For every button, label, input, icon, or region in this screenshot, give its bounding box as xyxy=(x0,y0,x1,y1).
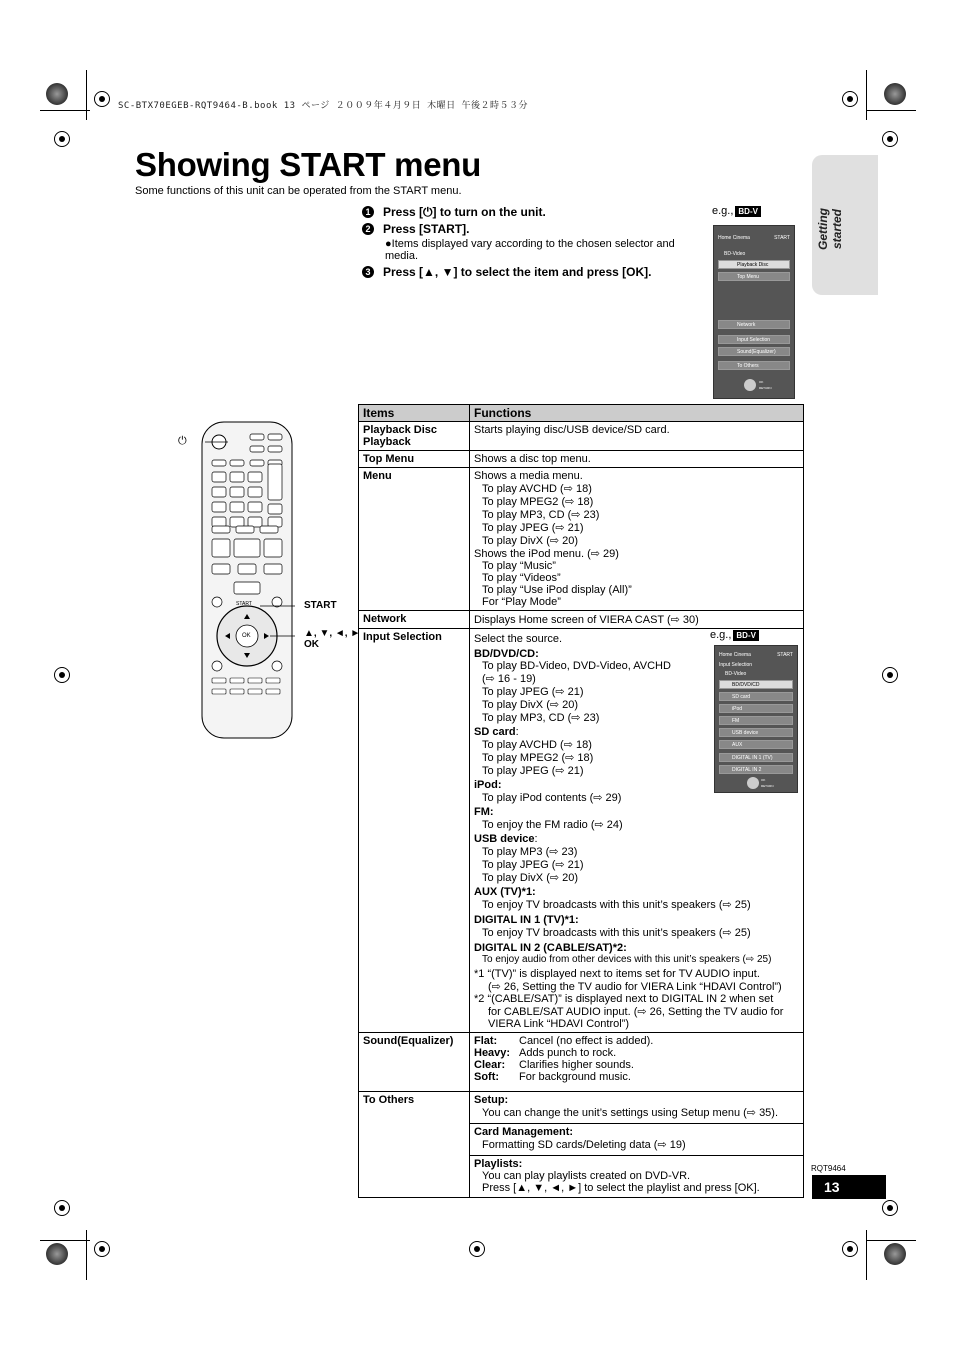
screen-sub: BD-Video xyxy=(724,251,746,257)
bd-v-badge: BD-V xyxy=(735,206,761,217)
row-item: Menu xyxy=(359,468,470,611)
step-2 xyxy=(362,222,707,236)
table-row xyxy=(359,451,804,468)
fn-line: Shows the iPod menu. (⇨ 29) xyxy=(474,548,619,560)
row-item: To Others xyxy=(359,1092,470,1198)
eq-key: Heavy: xyxy=(474,1047,511,1059)
crop-line xyxy=(866,1230,867,1280)
screen-item-sd: SD card xyxy=(719,692,793,701)
fn-line: Select the source. xyxy=(474,633,563,645)
source-head: AUX (TV)*1: xyxy=(474,886,536,898)
eg-text: e.g., xyxy=(710,629,732,641)
fn-line: Press [▲, ▼, ◄, ►] to select the playlist and press [OK]. xyxy=(482,1182,760,1194)
crop-line xyxy=(86,70,87,120)
step-text: Press [▲, ▼] to select the item and press [OK]. xyxy=(383,265,652,279)
return-text: RETURN xyxy=(761,784,774,788)
eq-key: Flat: xyxy=(474,1035,498,1047)
row-function xyxy=(470,1033,804,1092)
ok-callout: OK xyxy=(304,639,319,650)
fn-line: To play JPEG (⇨ 21) xyxy=(482,522,584,534)
eq-value: For background music. xyxy=(519,1071,631,1083)
eg-text: e.g., xyxy=(712,205,734,217)
screen-item-sound: Sound(Equalizer) xyxy=(718,347,790,356)
fn-line: (⇨ 16 - 19) xyxy=(482,673,536,685)
ok-text: OK xyxy=(761,778,766,782)
fn-line: To play JPEG (⇨ 21) xyxy=(482,859,584,871)
source-head-line: USB device: xyxy=(474,833,538,845)
footnote-2a: *2 “(CABLE/SAT)” is displayed next to DIGITAL IN 2 when set xyxy=(474,993,774,1005)
registration-mark-5 xyxy=(54,667,70,683)
row-item: Sound(Equalizer) xyxy=(359,1033,470,1092)
page-subtitle: Some functions of this unit can be operated from the START menu. xyxy=(135,185,462,197)
source-head-line: SD card: xyxy=(474,726,519,738)
remote-control xyxy=(200,420,295,740)
fn-line: To play JPEG (⇨ 21) xyxy=(482,686,584,698)
step-text: Press [START]. xyxy=(383,222,470,236)
screen-item-din1: DIGITAL IN 1 (TV) xyxy=(719,753,793,762)
input-selection-screen xyxy=(714,645,798,793)
fn-line: To play DivX (⇨ 20) xyxy=(482,535,579,547)
fn-line: To play DivX (⇨ 20) xyxy=(482,699,579,711)
table-row xyxy=(359,468,804,611)
fn-line: To play MP3, CD (⇨ 23) xyxy=(482,509,600,521)
fn-line: To enjoy TV broadcasts with this unit’s speakers (⇨ 25) xyxy=(482,927,751,939)
eq-value: Clarifies higher sounds. xyxy=(519,1059,634,1071)
fn-line: To enjoy TV broadcasts with this unit’s speakers (⇨ 25) xyxy=(482,899,751,911)
row-function xyxy=(470,1092,804,1124)
source-head: DIGITAL IN 1 (TV)*1: xyxy=(474,914,579,926)
screen-item-bd: BD/DVD/CD xyxy=(719,680,793,689)
registration-mark-6 xyxy=(882,667,898,683)
header-items: Items xyxy=(359,405,470,422)
table-row xyxy=(359,629,804,1033)
registration-ball-tr xyxy=(884,83,906,105)
row-function xyxy=(470,629,804,1033)
others-head: Playlists: xyxy=(474,1158,523,1170)
fn-line: To play AVCHD (⇨ 18) xyxy=(482,483,592,495)
table-row xyxy=(359,611,804,629)
registration-mark-3 xyxy=(54,131,70,147)
return-text: RETURN xyxy=(759,386,772,390)
step-1 xyxy=(362,205,707,220)
fn-line: To play AVCHD (⇨ 18) xyxy=(482,739,592,751)
fn-line: To play MP3, CD (⇨ 23) xyxy=(482,712,600,724)
eq-value: Adds punch to rock. xyxy=(519,1047,617,1059)
row-item: Input Selection xyxy=(359,629,470,1033)
registration-mark-4 xyxy=(882,131,898,147)
fn-line: Shows a media menu. xyxy=(474,470,583,482)
model-code: RQT9464 xyxy=(811,1164,846,1173)
screen-title: Home Cinema xyxy=(718,235,750,241)
power-icon: ⏻ xyxy=(178,435,187,447)
example-label xyxy=(712,205,761,217)
eq-value: Cancel (no effect is added). xyxy=(519,1035,654,1047)
crop-line xyxy=(866,1240,916,1241)
steps xyxy=(362,205,707,281)
registration-ball-bl xyxy=(46,1243,68,1265)
screen-header xyxy=(714,235,794,241)
screen-item-playback: Playback Disc xyxy=(718,260,790,269)
crop-line xyxy=(86,1230,87,1280)
step-text: Press [⏻] to turn on the unit. xyxy=(383,205,546,219)
remote-ok-text: OK xyxy=(242,633,251,639)
ok-button-icon xyxy=(744,379,756,391)
step-note: ●Items displayed vary according to the chosen selector and media. xyxy=(385,238,675,262)
others-head: Card Management: xyxy=(474,1126,574,1138)
row-function: Shows a disc top menu. xyxy=(470,451,804,468)
section-tab-label: Getting started xyxy=(816,208,844,250)
fn-line: For “Play Mode” xyxy=(482,596,561,608)
table-row xyxy=(359,422,804,451)
start-menu-screen xyxy=(713,225,795,399)
crop-line xyxy=(40,110,90,111)
fn-line: To play BD-Video, DVD-Video, AVCHD xyxy=(482,660,671,672)
print-header: SC-BTX70EGEB-RQT9464-B.book 13 ページ ２００９年４月９日 木曜日 午後２時５３分 xyxy=(118,101,529,111)
example-label xyxy=(710,629,759,641)
source-head: iPod: xyxy=(474,779,502,791)
eq-flat xyxy=(474,1035,799,1047)
remote-start-text: START xyxy=(236,601,252,607)
screen-item-topmenu: Top Menu xyxy=(718,272,790,281)
screen-start: START xyxy=(774,235,790,241)
row-function xyxy=(470,1156,804,1198)
registration-mark-11 xyxy=(842,1241,858,1257)
source-head: USB device xyxy=(474,833,535,845)
header-functions: Functions xyxy=(470,405,804,422)
source-head: DIGITAL IN 2 (CABLE/SAT)*2: xyxy=(474,942,627,954)
row-item: Network xyxy=(359,611,470,629)
crop-line xyxy=(866,110,916,111)
bd-v-badge: BD-V xyxy=(733,630,759,641)
ok-button-icon xyxy=(747,777,759,789)
nav-callout: ▲, ▼, ◄, ► xyxy=(304,628,361,639)
registration-mark-1 xyxy=(94,91,110,107)
eq-soft xyxy=(474,1071,799,1083)
screen-header xyxy=(715,652,797,658)
fn-line: To play “Videos” xyxy=(482,572,561,584)
fn-line: To enjoy audio from other devices with this unit’s speakers (⇨ 25) xyxy=(482,954,772,965)
screen-sub: Input Selection xyxy=(719,662,753,668)
registration-mark-10 xyxy=(469,1241,485,1257)
step-number: 3 xyxy=(362,266,374,278)
row-function xyxy=(470,1124,804,1156)
registration-ball-br xyxy=(884,1243,906,1265)
fn-line: To play MP3 (⇨ 23) xyxy=(482,846,578,858)
table-header xyxy=(359,405,804,422)
screen-sub: BD-Video xyxy=(725,671,747,677)
registration-mark-2 xyxy=(842,91,858,107)
row-item: Playback Disc Playback xyxy=(359,422,470,451)
fn-line: To enjoy the FM radio (⇨ 24) xyxy=(482,819,623,831)
footnote-1b: (⇨ 26, Setting the TV audio for VIERA Link “HDAVI Control”) xyxy=(488,981,782,993)
row-function: Displays Home screen of VIERA CAST (⇨ 30) xyxy=(470,611,804,629)
eq-key: Clear: xyxy=(474,1059,506,1071)
row-function: Starts playing disc/USB device/SD card. xyxy=(470,422,804,451)
remote-drawing xyxy=(200,420,295,740)
fn-line: To play “Use iPod display (All)” xyxy=(482,584,632,596)
step-number: 1 xyxy=(362,206,374,218)
source-head: SD card xyxy=(474,726,516,738)
row-function xyxy=(470,468,804,611)
fn-line: To play iPod contents (⇨ 29) xyxy=(482,792,622,804)
step-3 xyxy=(362,265,707,279)
ok-text: OK xyxy=(759,380,764,384)
fn-line: To play JPEG (⇨ 21) xyxy=(482,765,584,777)
eq-key: Soft: xyxy=(474,1071,500,1083)
screen-item-ipod: iPod xyxy=(719,704,793,713)
table-row xyxy=(359,1092,804,1124)
eq-clear xyxy=(474,1059,799,1071)
page-title: Showing START menu xyxy=(135,146,481,183)
footnote-2b: for CABLE/SAT AUDIO input. (⇨ 26, Setting the TV audio for VIERA Link “HDAVI Control”) xyxy=(488,1006,784,1030)
registration-mark-7 xyxy=(54,1200,70,1216)
screen-item-others: To Others xyxy=(718,361,790,370)
registration-mark-9 xyxy=(94,1241,110,1257)
source-head: FM: xyxy=(474,806,494,818)
fn-line: To play MPEG2 (⇨ 18) xyxy=(482,496,594,508)
fn-line: To play DivX (⇨ 20) xyxy=(482,872,579,884)
page-number: 13 xyxy=(812,1175,886,1199)
row-item: Top Menu xyxy=(359,451,470,468)
table-row xyxy=(359,1033,804,1092)
registration-ball-tl xyxy=(46,83,68,105)
screen-item-usb: USB device xyxy=(719,728,793,737)
start-menu-table xyxy=(358,404,804,1198)
others-head: Setup: xyxy=(474,1094,509,1106)
crop-line xyxy=(866,70,867,120)
fn-line: Formatting SD cards/Deleting data (⇨ 19) xyxy=(482,1139,686,1151)
eq-heavy xyxy=(474,1047,799,1059)
crop-line xyxy=(40,1240,90,1241)
screen-title: Home Cinema xyxy=(719,652,751,658)
screen-item-aux: AUX xyxy=(719,740,793,749)
footnote-1a: *1 “(TV)” is displayed next to items set for TV AUDIO input. xyxy=(474,968,760,980)
fn-line: To play MPEG2 (⇨ 18) xyxy=(482,752,594,764)
registration-mark-8 xyxy=(882,1200,898,1216)
start-callout: START xyxy=(304,600,337,611)
screen-item-fm: FM xyxy=(719,716,793,725)
source-head: BD/DVD/CD: xyxy=(474,648,539,660)
screen-item-network: Network xyxy=(718,320,790,329)
screen-item-din2: DIGITAL IN 2 xyxy=(719,765,793,774)
step-number: 2 xyxy=(362,223,374,235)
screen-item-input: Input Selection xyxy=(718,335,790,344)
fn-line: You can play playlists created on DVD-VR. xyxy=(482,1170,691,1182)
fn-line: To play “Music” xyxy=(482,560,556,572)
fn-line: You can change the unit’s settings using Setup menu (⇨ 35). xyxy=(482,1107,779,1119)
screen-start: START xyxy=(777,652,793,658)
